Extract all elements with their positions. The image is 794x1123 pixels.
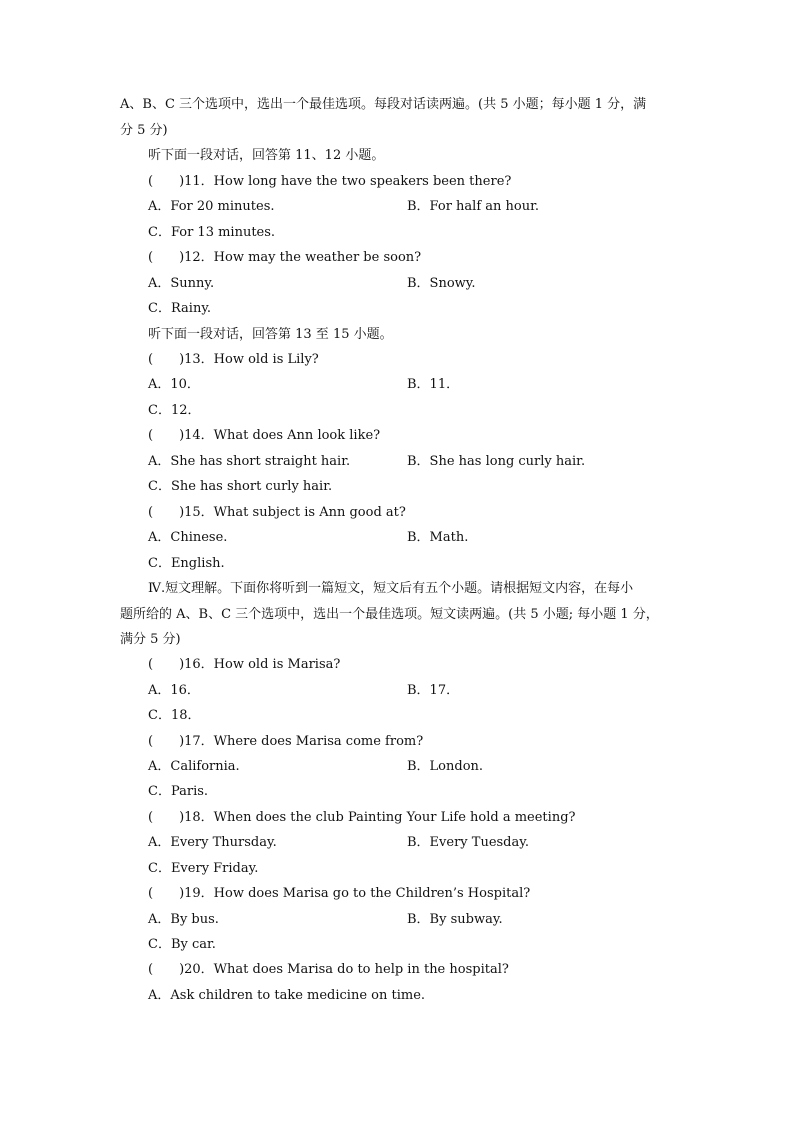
option-b-15: B．Math. [407,530,469,545]
question-stem-19: ( )19．How does Marisa go to the Children’s Hospital? [148,886,531,901]
question-stem-15: ( )15．What subject is Ann good at? [148,505,406,520]
question-stem-17: ( )17．Where does Marisa come from? [148,734,424,749]
question-stem-14: ( )14．What does Ann look like? [148,428,381,443]
section4-instruction-line1: Ⅳ.短文理解。下面你将听到一篇短文，短文后有五个小题。请根据短文内容，在每小 [148,581,634,596]
option-a-15: A．Chinese. [148,530,228,545]
question-stem-18: ( )18．When does the club Painting Your Life hold a meeting? [148,810,576,825]
question-stem-12: ( )12．How may the weather be soon? [148,250,422,265]
section3-instruction-line2: 分 5 分) [120,123,168,138]
option-a-13: A．10． [148,377,200,392]
option-c-12: C．Rainy. [148,301,212,316]
option-c-16: C．18． [148,708,201,723]
option-a-18: A．Every Thursday. [148,835,277,850]
option-b-18: B．Every Tuesday. [407,835,530,850]
section4-instruction-line2: 题所给的 A、B、C 三个选项中，选出一个最佳选项。短文读两遍。(共 5 小题; 每小题 1 分， [120,607,659,622]
option-a-20: A．Ask children to take medicine on time. [148,988,426,1003]
option-c-17: C．Paris. [148,784,209,799]
option-a-11: A．For 20 minutes. [148,199,275,214]
option-a-12: A．Sunny. [148,276,215,291]
section4-instruction-line3: 满分 5 分) [120,632,181,647]
dialogue1-intro: 听下面一段对话，回答第 11、12 小题。 [148,148,385,163]
question-stem-16: ( )16．How old is Marisa? [148,657,341,672]
option-c-15: C．English. [148,556,225,571]
option-a-14: A．She has short straight hair. [148,454,351,469]
option-c-19: C．By car. [148,937,216,952]
option-b-17: B．London. [407,759,484,774]
option-a-17: A．California. [148,759,240,774]
option-b-14: B．She has long curly hair. [407,454,586,469]
dialogue2-intro: 听下面一段对话，回答第 13 至 15 小题。 [148,327,393,342]
section3-instruction-line1: A、B、C 三个选项中，选出一个最佳选项。每段对话读两遍。(共 5 小题；每小题 1 分，满 [120,97,647,112]
question-stem-13: ( )13．How old is Lily? [148,352,319,367]
option-b-19: B．By subway. [407,912,503,927]
option-a-16: A．16． [148,683,200,698]
option-b-11: B．For half an hour. [407,199,540,214]
option-b-13: B．11． [407,377,460,392]
option-a-19: A．By bus. [148,912,219,927]
question-stem-11: ( )11．How long have the two speakers been there? [148,174,512,189]
option-c-18: C．Every Friday. [148,861,259,876]
option-b-16: B．17． [407,683,460,698]
question-stem-20: ( )20．What does Marisa do to help in the hospital? [148,962,509,977]
option-c-11: C．For 13 minutes. [148,225,276,240]
option-b-12: B．Snowy. [407,276,476,291]
option-c-14: C．She has short curly hair. [148,479,333,494]
option-c-13: C．12． [148,403,201,418]
